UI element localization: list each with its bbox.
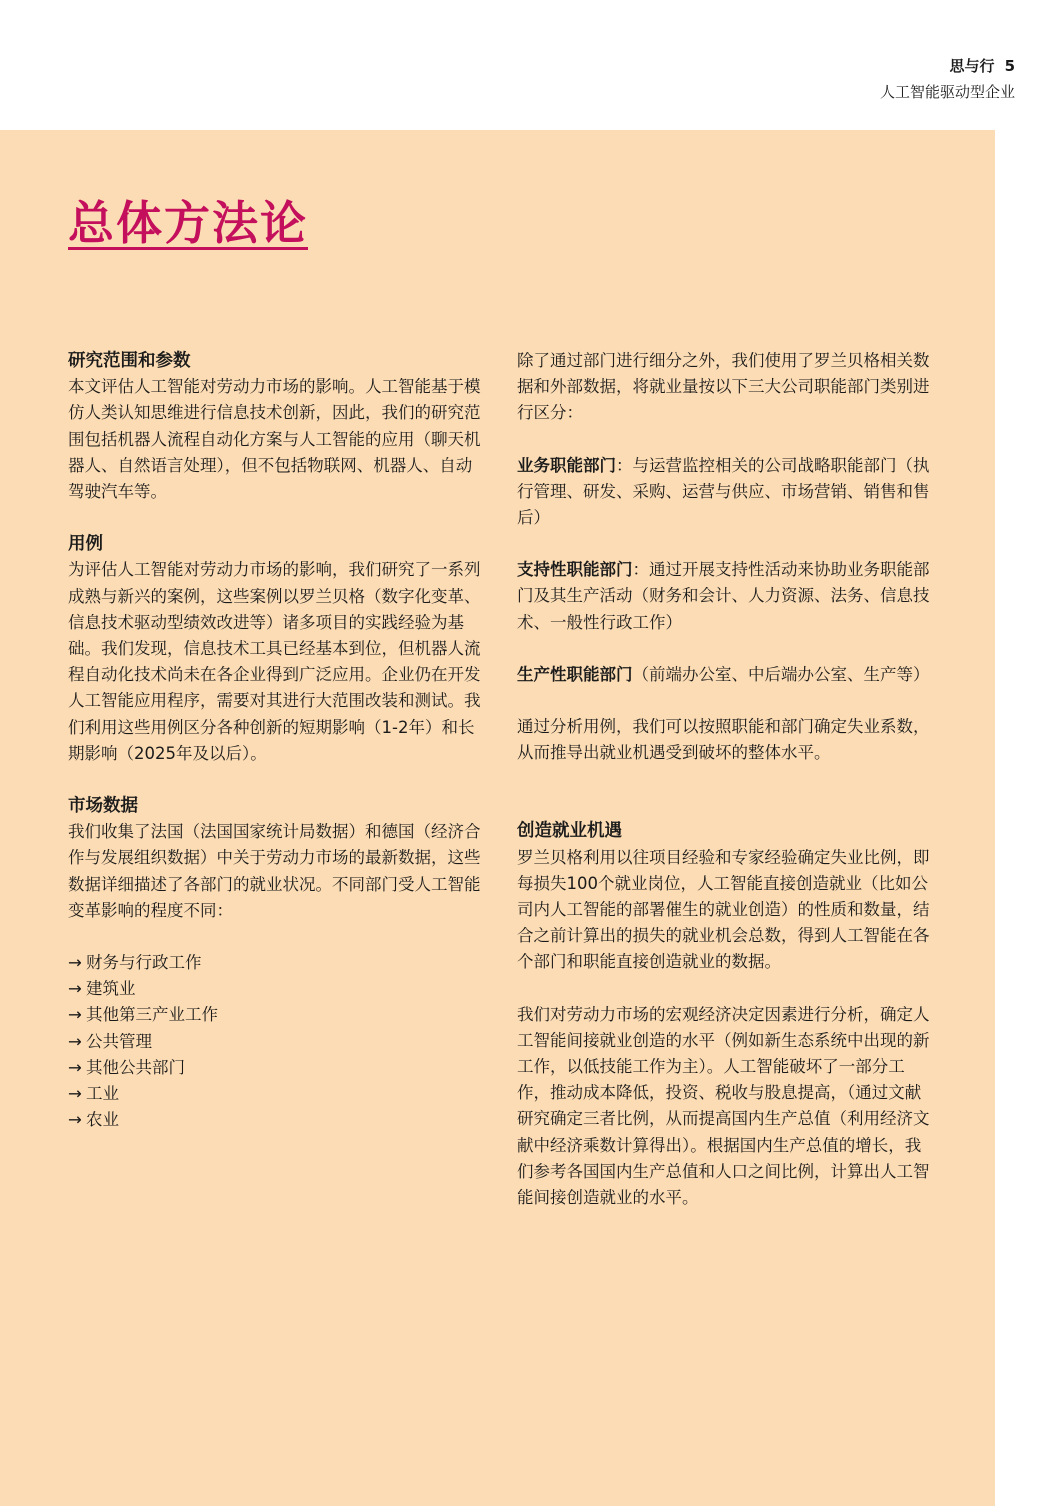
sector-list (68, 950, 488, 1133)
business-functions-lead: 业务职能部门 (517, 455, 616, 475)
arrow-right-icon: → (68, 953, 82, 973)
arrow-right-icon: → (68, 979, 82, 999)
section-body-scope: 本文评估人工智能对劳动力市场的影响。人工智能基于模仿人类认知思维进行信息技术创新，因此，我们的研究范围包括机器人流程自动化方案与人工智能的应用（聊天机器人、自然语言处理），但不包括物联网、机器人、自动驾驶汽车等。 (68, 377, 481, 502)
business-functions-paragraph: 业务职能部门：与运营监控相关的公司战略职能部门（执行管理、研发、采购、运营与供应、市场营销、销售和售后） (517, 455, 930, 528)
analysis-paragraph: 通过分析用例，我们可以按照职能和部门确定失业系数，从而推导出就业机遇受到破坏的整体水平。 (517, 717, 930, 763)
section-heading-market: 市场数据 (68, 796, 138, 817)
arrow-right-icon: → (68, 1084, 82, 1104)
list-item: → 公共管理 (68, 1029, 488, 1055)
intro-paragraph: 除了通过部门进行细分之外，我们使用了罗兰贝格相关数据和外部数据，将就业量按以下三大公司职能部门类别进行区分： (517, 351, 930, 423)
section-body-market: 我们收集了法国（法国国家统计局数据）和德国（经济合作与发展组织数据）中关于劳动力市场的最新数据，这些数据详细描述了各部门的就业状况。不同部门受人工智能变革影响的程度不同： (68, 822, 481, 920)
support-functions-paragraph: 支持性职能部门：通过开展支持性活动来协助业务职能部门及其生产活动（财务和会计、人力资源、法务、信息技术、一般性行政工作） (517, 560, 930, 632)
page-number: 5 (1004, 57, 1015, 75)
header-brand-line (880, 54, 1015, 78)
support-functions-lead: 支持性职能部门 (517, 560, 633, 580)
arrow-right-icon: → (68, 1110, 82, 1130)
page-title: 总体方法论 (68, 196, 308, 250)
production-functions-paragraph: 生产性职能部门（前端办公室、中后端办公室、生产等） (517, 664, 930, 684)
production-functions-lead: 生产性职能部门 (517, 664, 633, 684)
list-item: → 工业 (68, 1081, 488, 1107)
list-item: → 农业 (68, 1107, 488, 1133)
arrow-right-icon: → (68, 1005, 82, 1025)
list-item: → 其他公共部门 (68, 1055, 488, 1081)
running-header (880, 54, 1015, 104)
list-item: → 财务与行政工作 (68, 950, 488, 976)
section-body-jobs-1: 罗兰贝格利用以往项目经验和专家经验确定失业比例，即每损失100个就业岗位，人工智能直接创造就业（比如公司内人工智能的部署催生的就业创造）的性质和数量，结合之前计算出的损失的就业机会总数，得到人工智能在各个部门和职能直接创造就业的数据。 (517, 847, 930, 972)
section-heading-jobs: 创造就业机遇 (517, 821, 622, 842)
section-body-usecases: 为评估人工智能对劳动力市场的影响，我们研究了一系列成熟与新兴的案例，这些案例以罗兰贝格（数字化变革、信息技术驱动型绩效改进等）诸多项目的实践经验为基础。我们发现，信息技术工具已经基本到位，但机器人流程自动化技术尚未在各企业得到广泛应用。企业仍在开发人工智能应用程序，需要对其进行大范围改装和测试。我们利用这些用例区分各种创新的短期影响（1-2年）和长期影响（2025年及以后）。 (68, 560, 481, 763)
list-item: → 其他第三产业工作 (68, 1002, 488, 1028)
header-brand: 思与行 (949, 57, 995, 75)
section-body-jobs-2: 我们对劳动力市场的宏观经济决定因素进行分析，确定人工智能间接就业创造的水平（例如新生态系统中出现的新工作，以低技能工作为主）。人工智能破坏了一部分工作，推动成本降低，投资、税收与股息提高，（通过文献研究确定三者比例，从而提高国内生产总值（利用经济文献中经济乘数计算得出）。根据国内生产总值的增长，我们参考各国国内生产总值和人口之间比例，计算出人工智能间接创造就业的水平。 (517, 1004, 930, 1208)
header-subtitle: 人工智能驱动型企业 (879, 83, 1015, 101)
left-column (68, 348, 488, 1133)
arrow-right-icon: → (68, 1057, 82, 1077)
section-heading-scope: 研究范围和参数 (68, 351, 191, 371)
arrow-right-icon: → (68, 1031, 82, 1051)
list-item: → 建筑业 (68, 976, 488, 1002)
right-column (517, 348, 937, 1211)
section-heading-usecases: 用例 (68, 534, 103, 555)
